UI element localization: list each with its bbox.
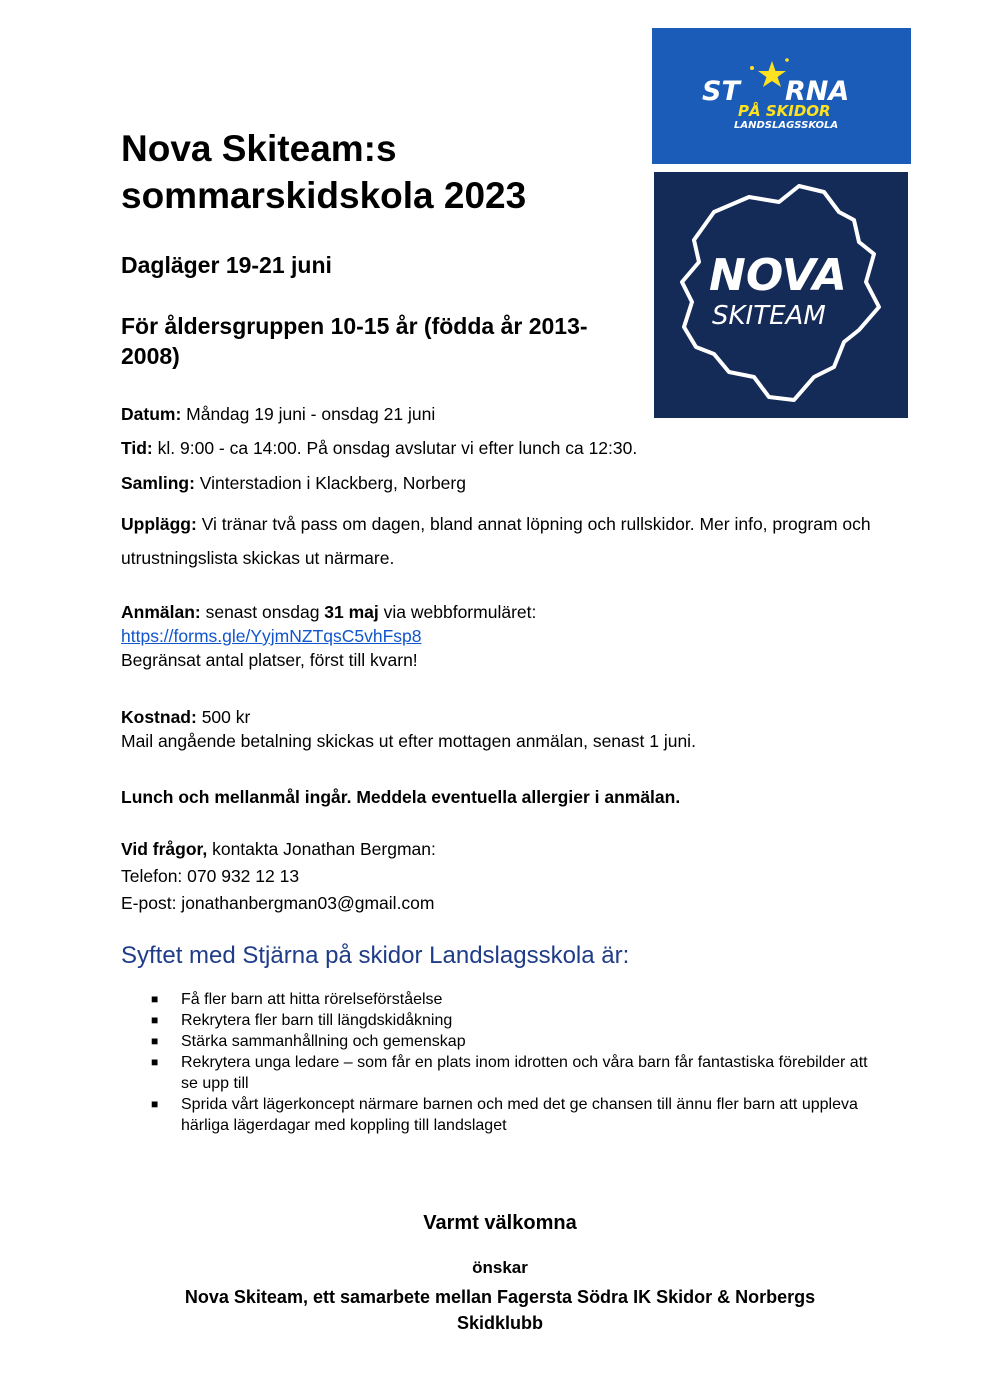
upplagg-line [121, 507, 881, 575]
bullet-icon: ■ [151, 1013, 159, 1027]
registration-deadline: 31 maj [324, 602, 379, 622]
sparkle-icon [785, 58, 789, 62]
registration-note: Begränsat antal platser, först till kvarn! [121, 650, 418, 670]
cost-block [121, 705, 696, 753]
age-group-heading: För åldersgruppen 10-15 år (födda år 2013-2008) [121, 313, 588, 369]
upplagg-value: Vi tränar två pass om dagen, bland annat löpning och rullskidor. Mer info, program och utrustningslista skickas ut närmare. [121, 514, 871, 568]
contact-phone: Telefon: 070 932 12 13 [121, 866, 300, 886]
contact-block [121, 836, 436, 917]
tid-line [121, 437, 881, 459]
bullet-icon: ■ [151, 1055, 159, 1069]
contact-email: E-post: jonathanbergman03@gmail.com [121, 893, 435, 913]
datum-value: Måndag 19 juni - onsdag 21 juni [181, 404, 436, 424]
cost-amount: 500 kr [196, 707, 251, 727]
sparkle-icon [750, 66, 754, 70]
registration-text: senast onsdag [200, 602, 325, 622]
cost-label: Kostnad: [121, 707, 197, 727]
bullet-icon: ■ [151, 1034, 159, 1048]
registration-text-after: via webbformuläret: [378, 602, 537, 622]
list-item-text: Få fler barn att hitta rörelseförståelse [181, 991, 443, 1008]
contact-name: kontakta Jonathan Bergman: [207, 839, 436, 859]
list-item-text: Rekrytera fler barn till längdskidåkning [181, 1012, 453, 1029]
tid-value: kl. 9:00 - ca 14:00. På onsdag avslutar vi efter lunch ca 12:30. [152, 438, 638, 458]
stjarna-logo-graphic [652, 28, 911, 164]
samling-value: Vinterstadion i Klackberg, Norberg [194, 473, 466, 493]
bullet-icon: ■ [151, 992, 159, 1006]
stjarna-pa-skidor-logo [652, 28, 911, 164]
cost-note: Mail angående betalning skickas ut efter mottagen anmälan, senast 1 juni. [121, 731, 696, 751]
registration-label: Anmälan: [121, 602, 201, 622]
list-item [148, 1010, 878, 1031]
purpose-list [148, 989, 878, 1136]
logo-text-pa-skidor: PÅ SKIDOR [738, 102, 831, 120]
list-item-text: Stärka sammanhållning och gemenskap [181, 1033, 466, 1050]
datum-label: Datum: [121, 404, 182, 424]
star-icon [758, 61, 786, 87]
contact-label: Vid frågor, [121, 839, 208, 859]
list-item [148, 989, 878, 1010]
upplagg-label: Upplägg: [121, 514, 197, 534]
cost-line [121, 705, 696, 729]
datum-line [121, 403, 881, 425]
nova-skiteam-logo [654, 172, 908, 418]
purpose-heading: Syftet med Stjärna på skidor Landslagsskola är: [121, 942, 630, 969]
samling-line [121, 472, 881, 494]
camp-dates-heading: Dagläger 19-21 juni [121, 252, 332, 278]
list-item [148, 1031, 878, 1052]
logo-text-skiteam: SKITEAM [712, 301, 826, 331]
logo-text-st: ST [702, 76, 740, 107]
welcome-text: Varmt välkomna [423, 1212, 577, 1234]
organizer-text: Nova Skiteam, ett samarbete mellan Fagersta Södra IK Skidor & Norbergs Skidklubb [184, 1287, 816, 1333]
logo-text-nova: NOVA [709, 250, 847, 301]
list-item [148, 1052, 878, 1094]
registration-form-link[interactable]: https://forms.gle/YyjmNZTqsC5vhFsp8 [121, 626, 422, 646]
logo-text-rna: RNA [785, 76, 850, 107]
registration-line [121, 600, 536, 624]
tid-label: Tid: [121, 438, 153, 458]
samling-label: Samling: [121, 473, 195, 493]
registration-block [121, 600, 536, 672]
bullet-icon: ■ [151, 1097, 159, 1111]
contact-line [121, 836, 436, 863]
list-item-text: Rekrytera unga ledare – som får en plats inom idrotten och våra barn får fantastiska förebilder att se upp till [181, 1054, 868, 1092]
wishes-text: önskar [472, 1258, 528, 1277]
lunch-note: Lunch och mellanmål ingår. Meddela eventuella allergier i anmälan. [121, 787, 681, 807]
list-item [148, 1094, 878, 1136]
list-item-text: Sprida vårt lägerkoncept närmare barnen och med det ge chansen till ännu fler barn att uppleva härliga lägerdagar med koppling till landslaget [181, 1096, 858, 1134]
nova-logo-graphic [654, 172, 908, 418]
page-title: Nova Skiteam:s sommarskidskola 2023 [121, 128, 527, 216]
logo-text-landslagsskola: LANDSLAGSSKOLA [734, 120, 839, 131]
